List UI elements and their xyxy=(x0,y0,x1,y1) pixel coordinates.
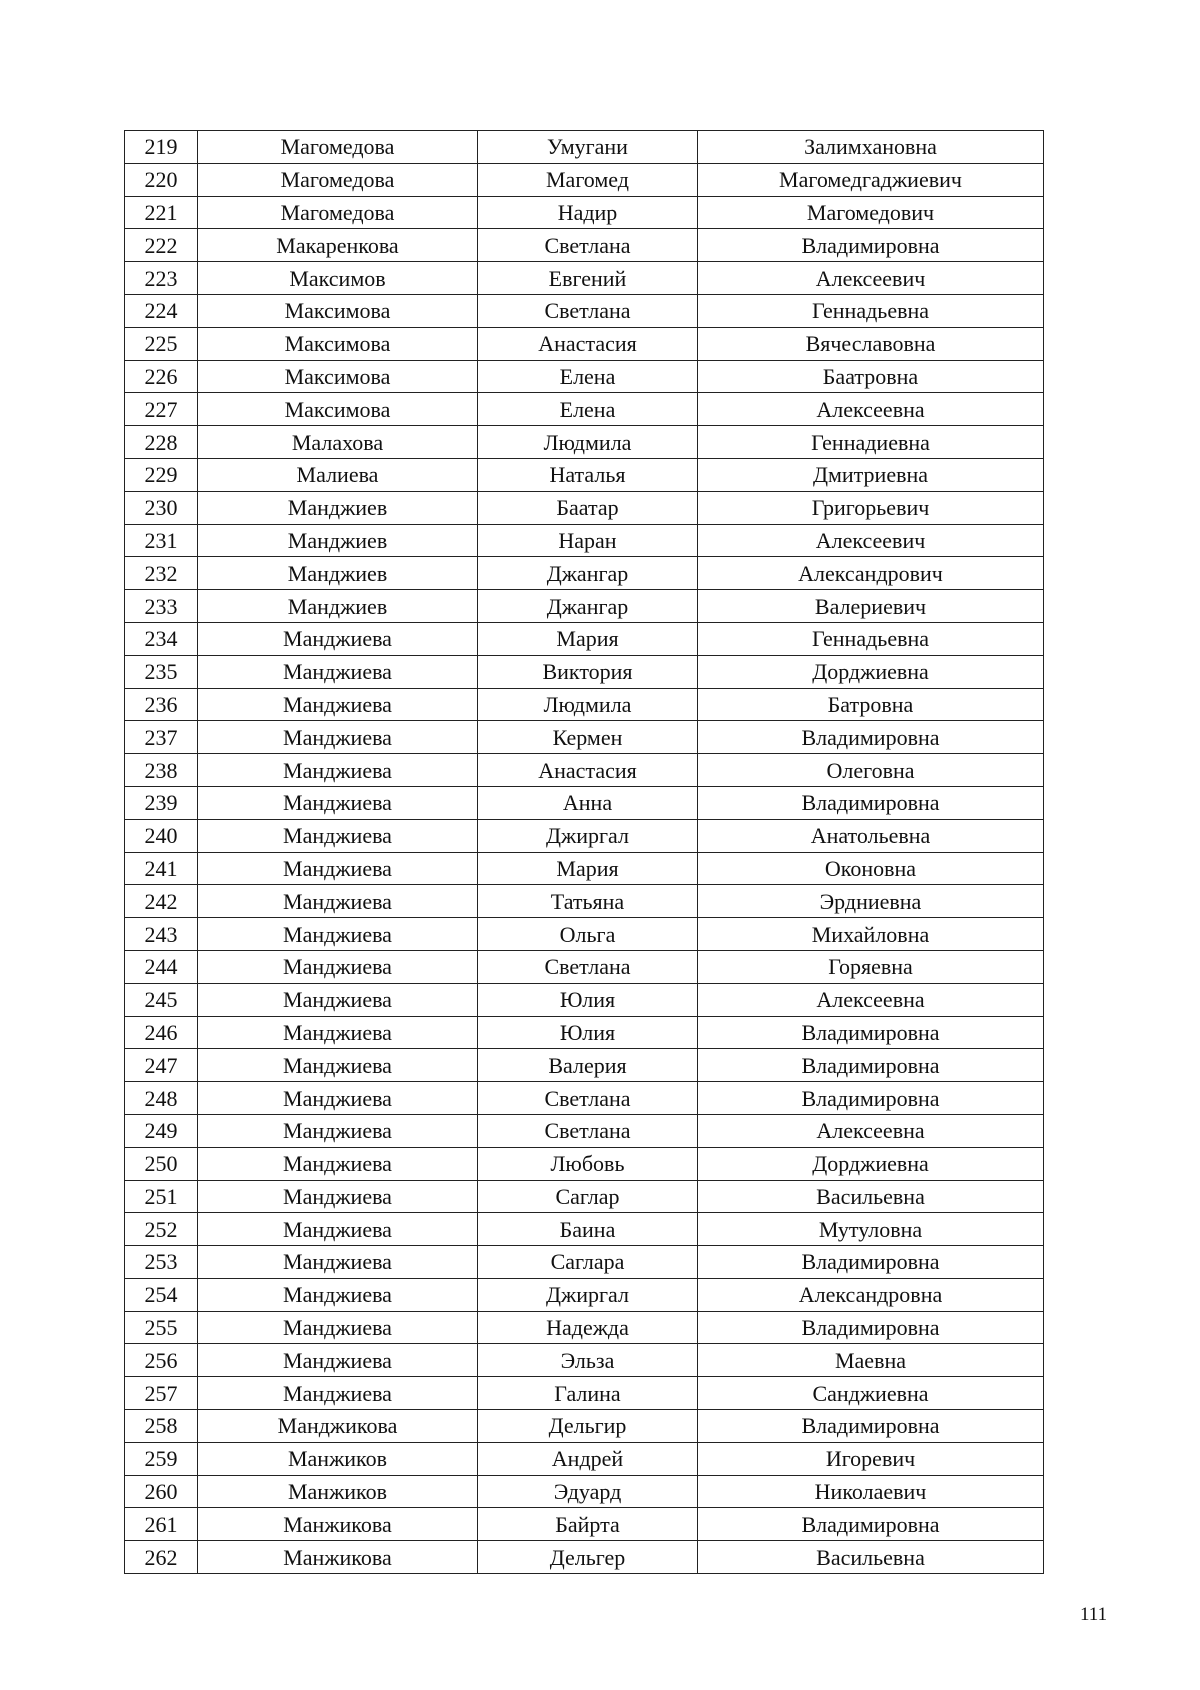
table-row xyxy=(125,1180,1044,1213)
row-number-cell: 229 xyxy=(125,458,198,491)
table-row xyxy=(125,1114,1044,1147)
row-number-cell: 225 xyxy=(125,327,198,360)
table-row xyxy=(125,524,1044,557)
row-number-cell: 248 xyxy=(125,1082,198,1115)
names-table-body xyxy=(125,131,1044,1574)
row-number-cell: 220 xyxy=(125,163,198,196)
row-number-cell: 237 xyxy=(125,721,198,754)
table-row xyxy=(125,622,1044,655)
last-name-cell: Малахова xyxy=(198,426,478,459)
last-name-cell: Манджиева xyxy=(198,1049,478,1082)
row-number-cell: 246 xyxy=(125,1016,198,1049)
table-row xyxy=(125,1475,1044,1508)
patronymic-cell: Эрдниевна xyxy=(698,885,1044,918)
table-row xyxy=(125,918,1044,951)
first-name-cell: Эдуард xyxy=(478,1475,698,1508)
patronymic-cell: Анатольевна xyxy=(698,819,1044,852)
table-row xyxy=(125,294,1044,327)
last-name-cell: Манджиева xyxy=(198,1311,478,1344)
last-name-cell: Манджиева xyxy=(198,983,478,1016)
first-name-cell: Елена xyxy=(478,360,698,393)
last-name-cell: Манджиева xyxy=(198,754,478,787)
table-row xyxy=(125,1049,1044,1082)
patronymic-cell: Владимировна xyxy=(698,1410,1044,1443)
table-row xyxy=(125,1410,1044,1443)
patronymic-cell: Магомедгаджиевич xyxy=(698,163,1044,196)
row-number-cell: 221 xyxy=(125,196,198,229)
row-number-cell: 249 xyxy=(125,1114,198,1147)
first-name-cell: Наран xyxy=(478,524,698,557)
names-table xyxy=(124,130,1044,1574)
first-name-cell: Саглара xyxy=(478,1246,698,1279)
patronymic-cell: Владимировна xyxy=(698,1049,1044,1082)
table-row xyxy=(125,491,1044,524)
table-row xyxy=(125,1278,1044,1311)
patronymic-cell: Александрович xyxy=(698,557,1044,590)
first-name-cell: Светлана xyxy=(478,1114,698,1147)
patronymic-cell: Оконовна xyxy=(698,852,1044,885)
last-name-cell: Манджикова xyxy=(198,1410,478,1443)
first-name-cell: Кермен xyxy=(478,721,698,754)
patronymic-cell: Дорджиевна xyxy=(698,1147,1044,1180)
table-row xyxy=(125,393,1044,426)
row-number-cell: 230 xyxy=(125,491,198,524)
row-number-cell: 253 xyxy=(125,1246,198,1279)
patronymic-cell: Алексеевич xyxy=(698,262,1044,295)
last-name-cell: Манджиева xyxy=(198,688,478,721)
patronymic-cell: Владимировна xyxy=(698,1311,1044,1344)
first-name-cell: Светлана xyxy=(478,1082,698,1115)
patronymic-cell: Владимировна xyxy=(698,1508,1044,1541)
first-name-cell: Надежда xyxy=(478,1311,698,1344)
last-name-cell: Манджиев xyxy=(198,524,478,557)
row-number-cell: 240 xyxy=(125,819,198,852)
patronymic-cell: Алексеевич xyxy=(698,524,1044,557)
first-name-cell: Эльза xyxy=(478,1344,698,1377)
first-name-cell: Баина xyxy=(478,1213,698,1246)
table-row xyxy=(125,426,1044,459)
patronymic-cell: Геннадьевна xyxy=(698,622,1044,655)
patronymic-cell: Васильевна xyxy=(698,1180,1044,1213)
last-name-cell: Манджиева xyxy=(198,1082,478,1115)
row-number-cell: 255 xyxy=(125,1311,198,1344)
patronymic-cell: Владимировна xyxy=(698,786,1044,819)
last-name-cell: Магомедова xyxy=(198,163,478,196)
first-name-cell: Евгений xyxy=(478,262,698,295)
patronymic-cell: Санджиевна xyxy=(698,1377,1044,1410)
table-row xyxy=(125,754,1044,787)
patronymic-cell: Маевна xyxy=(698,1344,1044,1377)
table-row xyxy=(125,885,1044,918)
last-name-cell: Манджиева xyxy=(198,655,478,688)
row-number-cell: 234 xyxy=(125,622,198,655)
last-name-cell: Манджиева xyxy=(198,1114,478,1147)
table-row xyxy=(125,360,1044,393)
row-number-cell: 256 xyxy=(125,1344,198,1377)
patronymic-cell: Вячеславовна xyxy=(698,327,1044,360)
first-name-cell: Галина xyxy=(478,1377,698,1410)
row-number-cell: 226 xyxy=(125,360,198,393)
table-row xyxy=(125,163,1044,196)
table-row xyxy=(125,229,1044,262)
row-number-cell: 257 xyxy=(125,1377,198,1410)
first-name-cell: Людмила xyxy=(478,426,698,459)
table-row xyxy=(125,1442,1044,1475)
last-name-cell: Манджиева xyxy=(198,1147,478,1180)
patronymic-cell: Владимировна xyxy=(698,1016,1044,1049)
table-row xyxy=(125,131,1044,164)
first-name-cell: Мария xyxy=(478,852,698,885)
row-number-cell: 236 xyxy=(125,688,198,721)
patronymic-cell: Залимхановна xyxy=(698,131,1044,164)
row-number-cell: 241 xyxy=(125,852,198,885)
last-name-cell: Максимова xyxy=(198,360,478,393)
patronymic-cell: Владимировна xyxy=(698,721,1044,754)
first-name-cell: Джангар xyxy=(478,590,698,623)
patronymic-cell: Алексеевна xyxy=(698,983,1044,1016)
table-row xyxy=(125,1016,1044,1049)
table-row xyxy=(125,327,1044,360)
patronymic-cell: Григорьевич xyxy=(698,491,1044,524)
row-number-cell: 262 xyxy=(125,1541,198,1574)
document-table-container xyxy=(124,130,1044,1574)
patronymic-cell: Мутуловна xyxy=(698,1213,1044,1246)
first-name-cell: Умугани xyxy=(478,131,698,164)
patronymic-cell: Владимировна xyxy=(698,229,1044,262)
last-name-cell: Манджиева xyxy=(198,786,478,819)
row-number-cell: 258 xyxy=(125,1410,198,1443)
patronymic-cell: Горяевна xyxy=(698,950,1044,983)
table-row xyxy=(125,1508,1044,1541)
last-name-cell: Малиева xyxy=(198,458,478,491)
last-name-cell: Манджиева xyxy=(198,1278,478,1311)
table-row xyxy=(125,262,1044,295)
first-name-cell: Юлия xyxy=(478,1016,698,1049)
table-row xyxy=(125,1082,1044,1115)
patronymic-cell: Игоревич xyxy=(698,1442,1044,1475)
patronymic-cell: Васильевна xyxy=(698,1541,1044,1574)
last-name-cell: Магомедова xyxy=(198,196,478,229)
page-number: 111 xyxy=(1080,1604,1108,1625)
first-name-cell: Саглар xyxy=(478,1180,698,1213)
row-number-cell: 243 xyxy=(125,918,198,951)
first-name-cell: Магомед xyxy=(478,163,698,196)
row-number-cell: 222 xyxy=(125,229,198,262)
last-name-cell: Манжикова xyxy=(198,1508,478,1541)
row-number-cell: 251 xyxy=(125,1180,198,1213)
table-row xyxy=(125,721,1044,754)
row-number-cell: 219 xyxy=(125,131,198,164)
first-name-cell: Байрта xyxy=(478,1508,698,1541)
row-number-cell: 223 xyxy=(125,262,198,295)
last-name-cell: Максимова xyxy=(198,327,478,360)
first-name-cell: Елена xyxy=(478,393,698,426)
first-name-cell: Анастасия xyxy=(478,327,698,360)
last-name-cell: Манджиева xyxy=(198,918,478,951)
table-row xyxy=(125,1246,1044,1279)
patronymic-cell: Дмитриевна xyxy=(698,458,1044,491)
table-row xyxy=(125,852,1044,885)
table-row xyxy=(125,1541,1044,1574)
row-number-cell: 228 xyxy=(125,426,198,459)
last-name-cell: Манджиева xyxy=(198,950,478,983)
last-name-cell: Манджиев xyxy=(198,491,478,524)
last-name-cell: Манджиева xyxy=(198,1213,478,1246)
last-name-cell: Манджиева xyxy=(198,1344,478,1377)
last-name-cell: Манджиева xyxy=(198,622,478,655)
row-number-cell: 254 xyxy=(125,1278,198,1311)
row-number-cell: 250 xyxy=(125,1147,198,1180)
patronymic-cell: Геннадьевна xyxy=(698,294,1044,327)
patronymic-cell: Дорджиевна xyxy=(698,655,1044,688)
table-row xyxy=(125,1311,1044,1344)
table-row xyxy=(125,786,1044,819)
patronymic-cell: Магомедович xyxy=(698,196,1044,229)
first-name-cell: Светлана xyxy=(478,294,698,327)
table-row xyxy=(125,196,1044,229)
patronymic-cell: Николаевич xyxy=(698,1475,1044,1508)
first-name-cell: Дельгир xyxy=(478,1410,698,1443)
first-name-cell: Джиргал xyxy=(478,1278,698,1311)
table-row xyxy=(125,950,1044,983)
patronymic-cell: Алексеевна xyxy=(698,393,1044,426)
last-name-cell: Магомедова xyxy=(198,131,478,164)
table-row xyxy=(125,1344,1044,1377)
first-name-cell: Джиргал xyxy=(478,819,698,852)
last-name-cell: Манджиева xyxy=(198,1246,478,1279)
patronymic-cell: Валериевич xyxy=(698,590,1044,623)
first-name-cell: Светлана xyxy=(478,229,698,262)
row-number-cell: 231 xyxy=(125,524,198,557)
last-name-cell: Максимов xyxy=(198,262,478,295)
patronymic-cell: Владимировна xyxy=(698,1082,1044,1115)
first-name-cell: Надир xyxy=(478,196,698,229)
first-name-cell: Баатар xyxy=(478,491,698,524)
patronymic-cell: Александровна xyxy=(698,1278,1044,1311)
table-row xyxy=(125,1377,1044,1410)
patronymic-cell: Алексеевна xyxy=(698,1114,1044,1147)
first-name-cell: Светлана xyxy=(478,950,698,983)
table-row xyxy=(125,458,1044,491)
table-row xyxy=(125,590,1044,623)
row-number-cell: 227 xyxy=(125,393,198,426)
last-name-cell: Манджиева xyxy=(198,1377,478,1410)
first-name-cell: Дельгер xyxy=(478,1541,698,1574)
last-name-cell: Максимова xyxy=(198,393,478,426)
row-number-cell: 224 xyxy=(125,294,198,327)
first-name-cell: Андрей xyxy=(478,1442,698,1475)
first-name-cell: Валерия xyxy=(478,1049,698,1082)
table-row xyxy=(125,557,1044,590)
row-number-cell: 247 xyxy=(125,1049,198,1082)
row-number-cell: 239 xyxy=(125,786,198,819)
last-name-cell: Манжиков xyxy=(198,1442,478,1475)
first-name-cell: Любовь xyxy=(478,1147,698,1180)
patronymic-cell: Батровна xyxy=(698,688,1044,721)
first-name-cell: Мария xyxy=(478,622,698,655)
last-name-cell: Манджиева xyxy=(198,819,478,852)
first-name-cell: Ольга xyxy=(478,918,698,951)
row-number-cell: 252 xyxy=(125,1213,198,1246)
patronymic-cell: Баатровна xyxy=(698,360,1044,393)
last-name-cell: Манджиева xyxy=(198,852,478,885)
row-number-cell: 245 xyxy=(125,983,198,1016)
last-name-cell: Манджиева xyxy=(198,721,478,754)
table-row xyxy=(125,655,1044,688)
last-name-cell: Манжикова xyxy=(198,1541,478,1574)
first-name-cell: Юлия xyxy=(478,983,698,1016)
row-number-cell: 260 xyxy=(125,1475,198,1508)
row-number-cell: 235 xyxy=(125,655,198,688)
first-name-cell: Виктория xyxy=(478,655,698,688)
last-name-cell: Манджиева xyxy=(198,885,478,918)
table-row xyxy=(125,1147,1044,1180)
last-name-cell: Манджиева xyxy=(198,1016,478,1049)
patronymic-cell: Олеговна xyxy=(698,754,1044,787)
first-name-cell: Людмила xyxy=(478,688,698,721)
last-name-cell: Манджиева xyxy=(198,1180,478,1213)
row-number-cell: 232 xyxy=(125,557,198,590)
first-name-cell: Джангар xyxy=(478,557,698,590)
row-number-cell: 261 xyxy=(125,1508,198,1541)
row-number-cell: 233 xyxy=(125,590,198,623)
row-number-cell: 244 xyxy=(125,950,198,983)
row-number-cell: 259 xyxy=(125,1442,198,1475)
table-row xyxy=(125,688,1044,721)
table-row xyxy=(125,819,1044,852)
last-name-cell: Манджиев xyxy=(198,590,478,623)
first-name-cell: Татьяна xyxy=(478,885,698,918)
table-row xyxy=(125,1213,1044,1246)
patronymic-cell: Михайловна xyxy=(698,918,1044,951)
last-name-cell: Максимова xyxy=(198,294,478,327)
row-number-cell: 242 xyxy=(125,885,198,918)
last-name-cell: Макаренкова xyxy=(198,229,478,262)
last-name-cell: Манджиев xyxy=(198,557,478,590)
patronymic-cell: Геннадиевна xyxy=(698,426,1044,459)
patronymic-cell: Владимировна xyxy=(698,1246,1044,1279)
first-name-cell: Анастасия xyxy=(478,754,698,787)
first-name-cell: Наталья xyxy=(478,458,698,491)
first-name-cell: Анна xyxy=(478,786,698,819)
table-row xyxy=(125,983,1044,1016)
last-name-cell: Манжиков xyxy=(198,1475,478,1508)
row-number-cell: 238 xyxy=(125,754,198,787)
